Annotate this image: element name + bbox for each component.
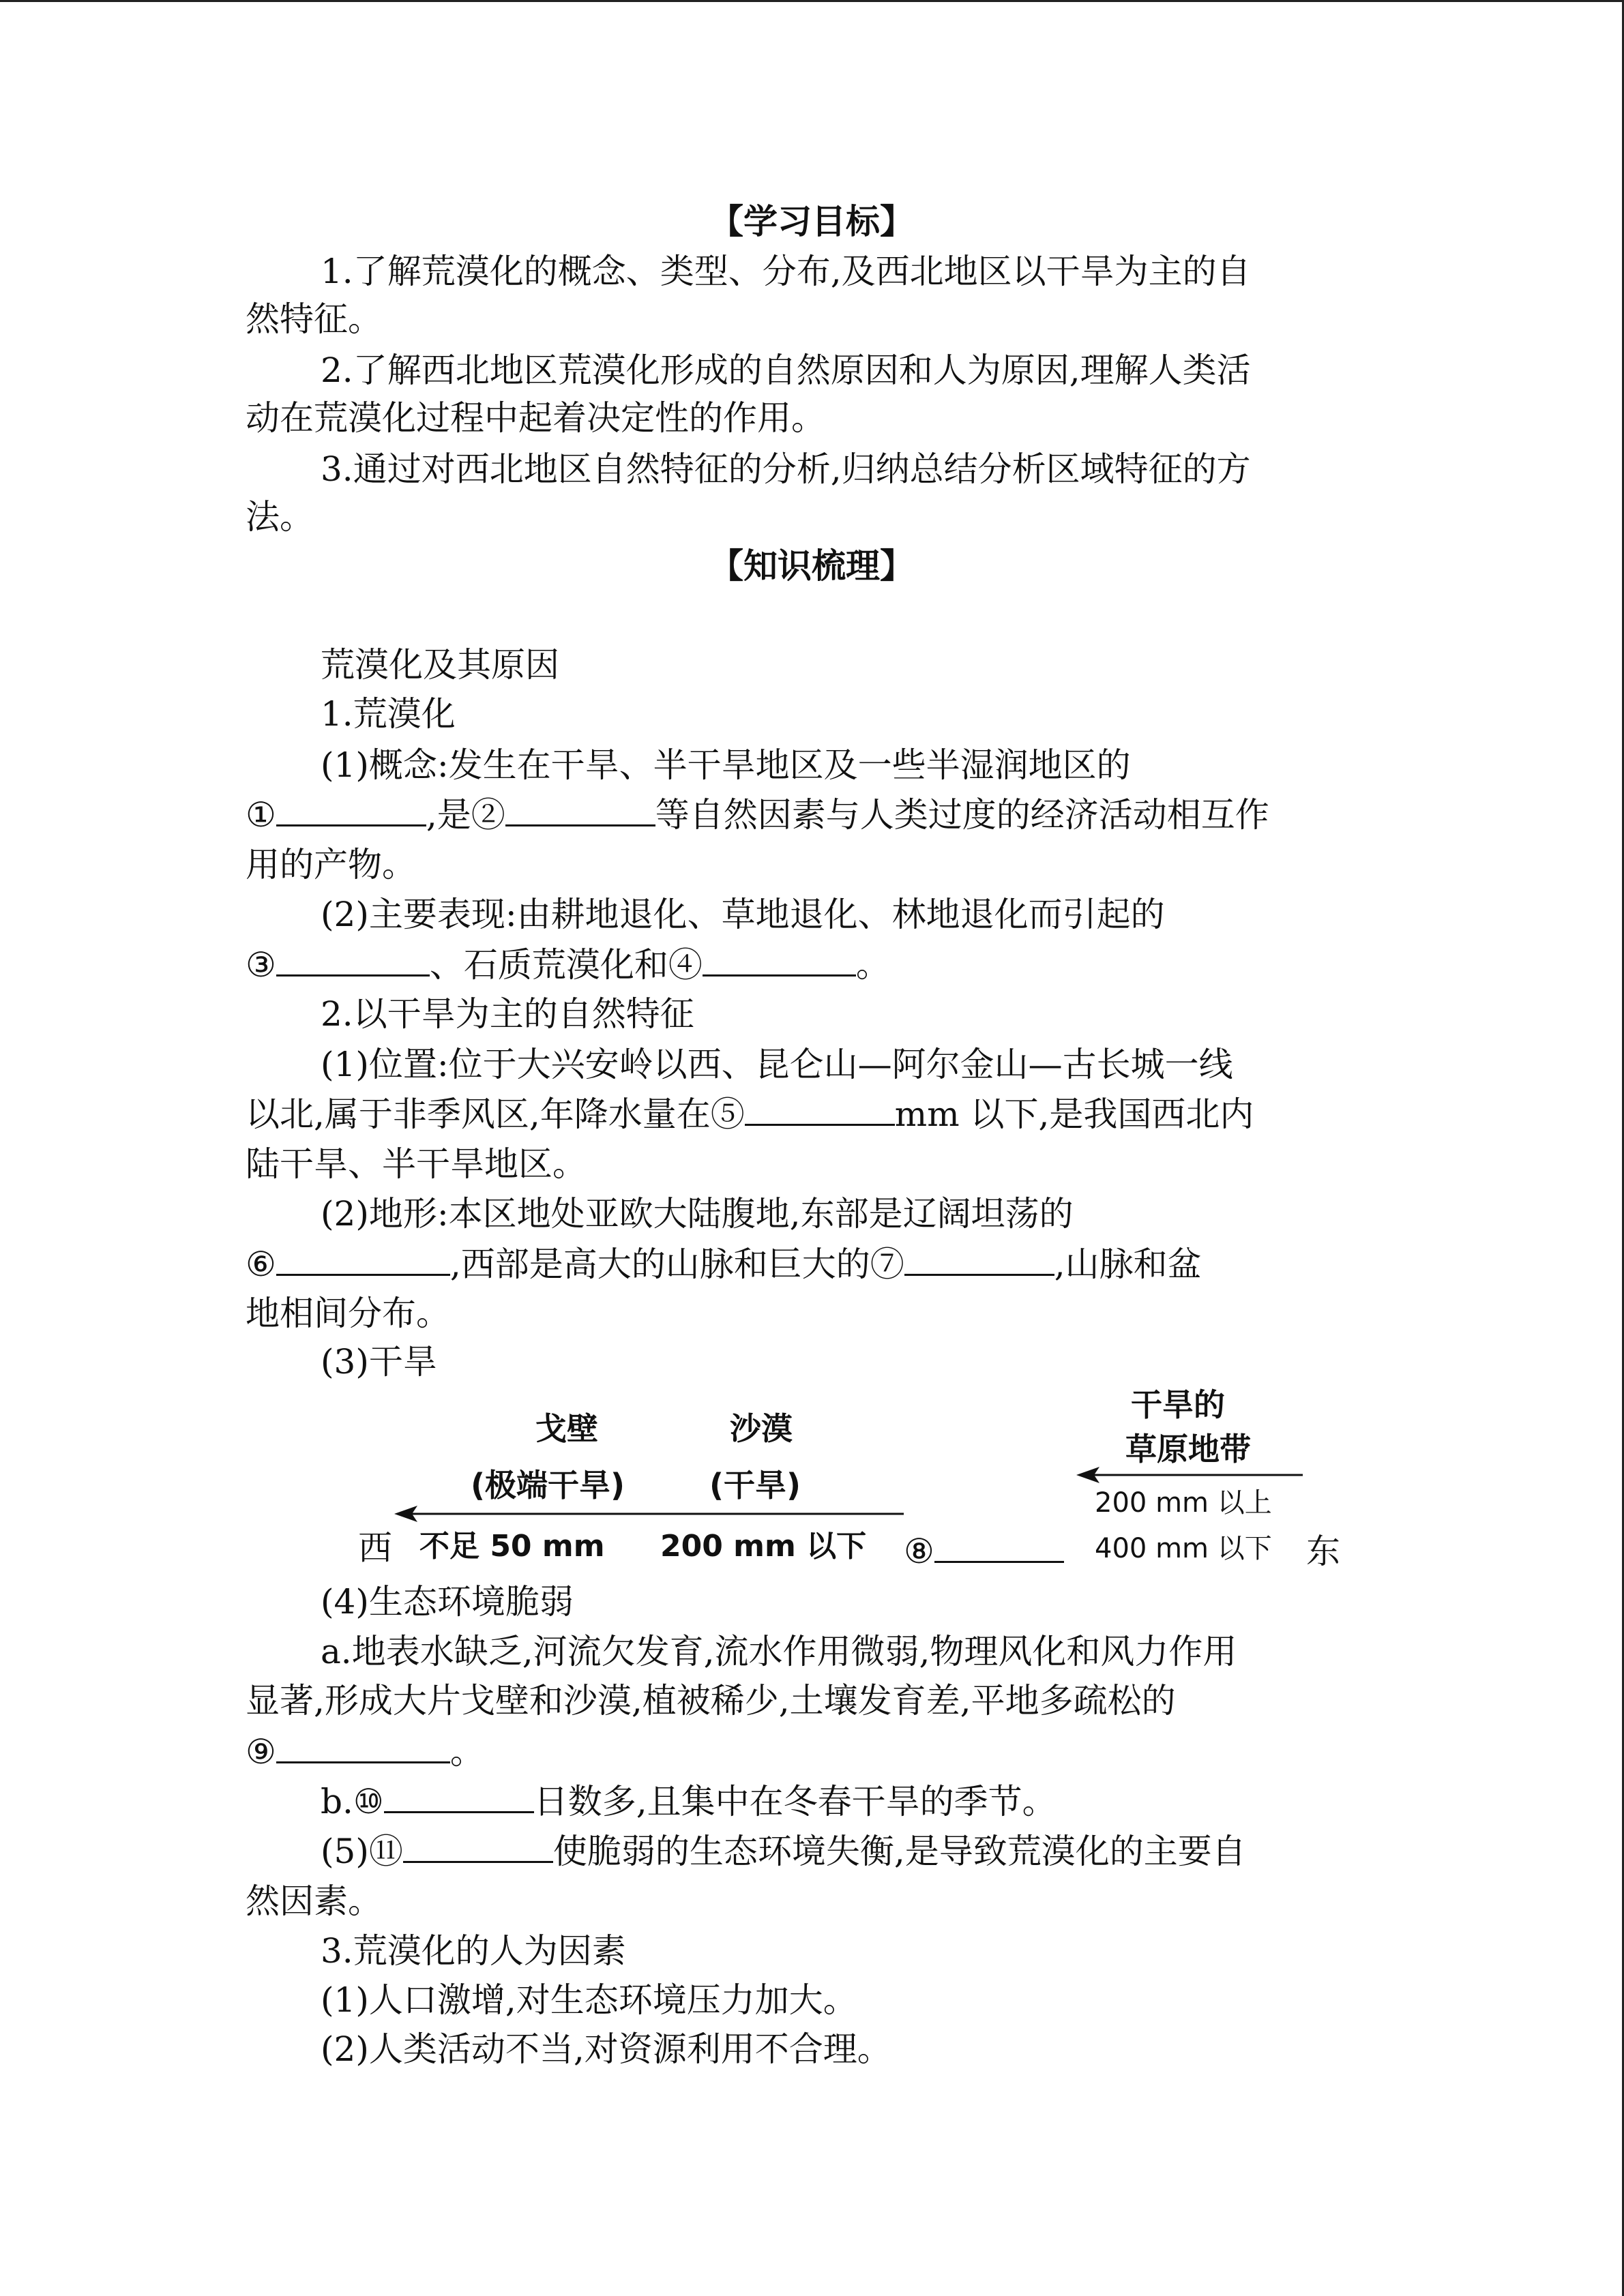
dryness-text-a: (5)⑪	[321, 1832, 403, 1871]
eco-b-line	[321, 1778, 1378, 1825]
topic-title: 荒漠化及其原因	[321, 645, 559, 685]
desert-aridity-label: (干旱)	[709, 1467, 801, 1504]
blank-marker-1: ①	[246, 795, 276, 835]
human-factor-2: (2)人类活动不当,对资源利用不合理。	[321, 2029, 891, 2069]
terrain-line-1: (2)地形:本区地处亚欧大陆腹地,东部是辽阔坦荡的	[321, 1194, 1074, 1234]
knowledge-heading: 【知识梳理】	[709, 546, 914, 586]
answer-blank-8[interactable]	[934, 1532, 1064, 1563]
gobi-label: 戈壁	[535, 1410, 598, 1447]
terrain-line-3: 地相间分布。	[246, 1294, 450, 1333]
terrain-text-a: ,西部是高大的山脉和巨大的⑦	[449, 1244, 904, 1284]
eco-a-line-3	[246, 1728, 1378, 1776]
answer-blank-10[interactable]	[384, 1783, 534, 1813]
location-text-b: mm 以下,是我国西北内	[894, 1094, 1254, 1134]
diagram-blank-8	[904, 1531, 1064, 1572]
eco-a-line-1: a.地表水缺乏,河流欠发育,流水作用微弱,物理风化和风力作用	[321, 1632, 1237, 1671]
steppe-precip-max: 400 mm 以下	[1095, 1533, 1272, 1564]
terrain-text-b: ,山脉和盆	[1054, 1244, 1202, 1284]
section-3-title: 3.荒漠化的人为因素	[321, 1931, 626, 1971]
forms-line-1: (2)主要表现:由耕地退化、草地退化、林地退化而引起的	[321, 895, 1165, 934]
concept-text-a: ,是②	[426, 795, 505, 835]
gobi-aridity-label: (极端干旱)	[471, 1467, 625, 1504]
human-factor-1: (1)人口激增,对生态环境压力加大。	[321, 1980, 857, 2020]
eco-a-line-2: 显著,形成大片戈壁和沙漠,植被稀少,土壤发育差,平地多疏松的	[246, 1681, 1176, 1720]
blank-marker-6: ⑥	[246, 1244, 276, 1284]
steppe-precip-min: 200 mm 以上	[1095, 1487, 1272, 1519]
gobi-precipitation: 不足 50 mm	[419, 1529, 605, 1564]
dryness-text-b: 使脆弱的生态环境失衡,是导致荒漠化的主要自	[552, 1832, 1246, 1871]
section-1-title: 1.荒漠化	[321, 694, 456, 734]
objectives-heading: 【学习目标】	[709, 202, 914, 241]
concept-text-b: 等自然因素与人类过度的经济活动相互作	[655, 795, 1269, 835]
forms-text-b: 。	[855, 945, 890, 985]
desert-precipitation: 200 mm 以下	[660, 1529, 867, 1564]
blank-marker-9: ⑨	[246, 1732, 276, 1772]
arid-title: (3)干旱	[321, 1342, 437, 1382]
steppe-label-line-2: 草原地带	[1125, 1431, 1251, 1467]
dryness-line-1	[321, 1828, 1378, 1875]
objective-2-line-2: 动在荒漠化过程中起着决定性的作用。	[246, 398, 825, 438]
location-text-a: 以北,属于非季风区,年降水量在⑤	[246, 1094, 745, 1134]
concept-line-3: 用的产物。	[246, 845, 416, 884]
blank-marker-8: ⑧	[904, 1532, 934, 1571]
eco-a-end: 。	[449, 1732, 484, 1772]
steppe-label-line-1: 干旱的	[1131, 1386, 1225, 1423]
eco-b-text-a: b.⑩	[321, 1782, 384, 1821]
objective-3-line-2: 法。	[246, 497, 314, 537]
eco-title: (4)生态环境脆弱	[321, 1582, 574, 1622]
west-label: 西	[358, 1528, 392, 1568]
objective-1-line-2: 然特征。	[246, 299, 382, 339]
location-line-1: (1)位置:位于大兴安岭以西、昆仑山—阿尔金山—古长城一线	[321, 1045, 1233, 1084]
forms-text-a: 、石质荒漠化和④	[429, 945, 703, 985]
eco-b-text-b: 日数多,且集中在冬春干旱的季节。	[533, 1782, 1057, 1821]
objective-1-line-1: 1.了解荒漠化的概念、类型、分布,及西北地区以干旱为主的自	[321, 252, 1251, 291]
objective-3-line-1: 3.通过对西北地区自然特征的分析,归纳总结分析区域特征的方	[321, 449, 1251, 489]
location-line-3: 陆干旱、半干旱地区。	[246, 1144, 587, 1184]
blank-marker-3: ③	[246, 945, 276, 985]
east-label: 东	[1306, 1532, 1340, 1571]
dryness-line-2: 然因素。	[246, 1881, 382, 1921]
desert-label: 沙漠	[730, 1410, 793, 1447]
objective-2-line-1: 2.了解西北地区荒漠化形成的自然原因和人为原因,理解人类活	[321, 351, 1251, 390]
concept-line-1: (1)概念:发生在干旱、半干旱地区及一些半湿润地区的	[321, 745, 1131, 785]
section-2-title: 2.以干旱为主的自然特征	[321, 994, 694, 1034]
answer-blank-11[interactable]	[403, 1832, 553, 1863]
answer-blank-9[interactable]	[276, 1733, 450, 1763]
